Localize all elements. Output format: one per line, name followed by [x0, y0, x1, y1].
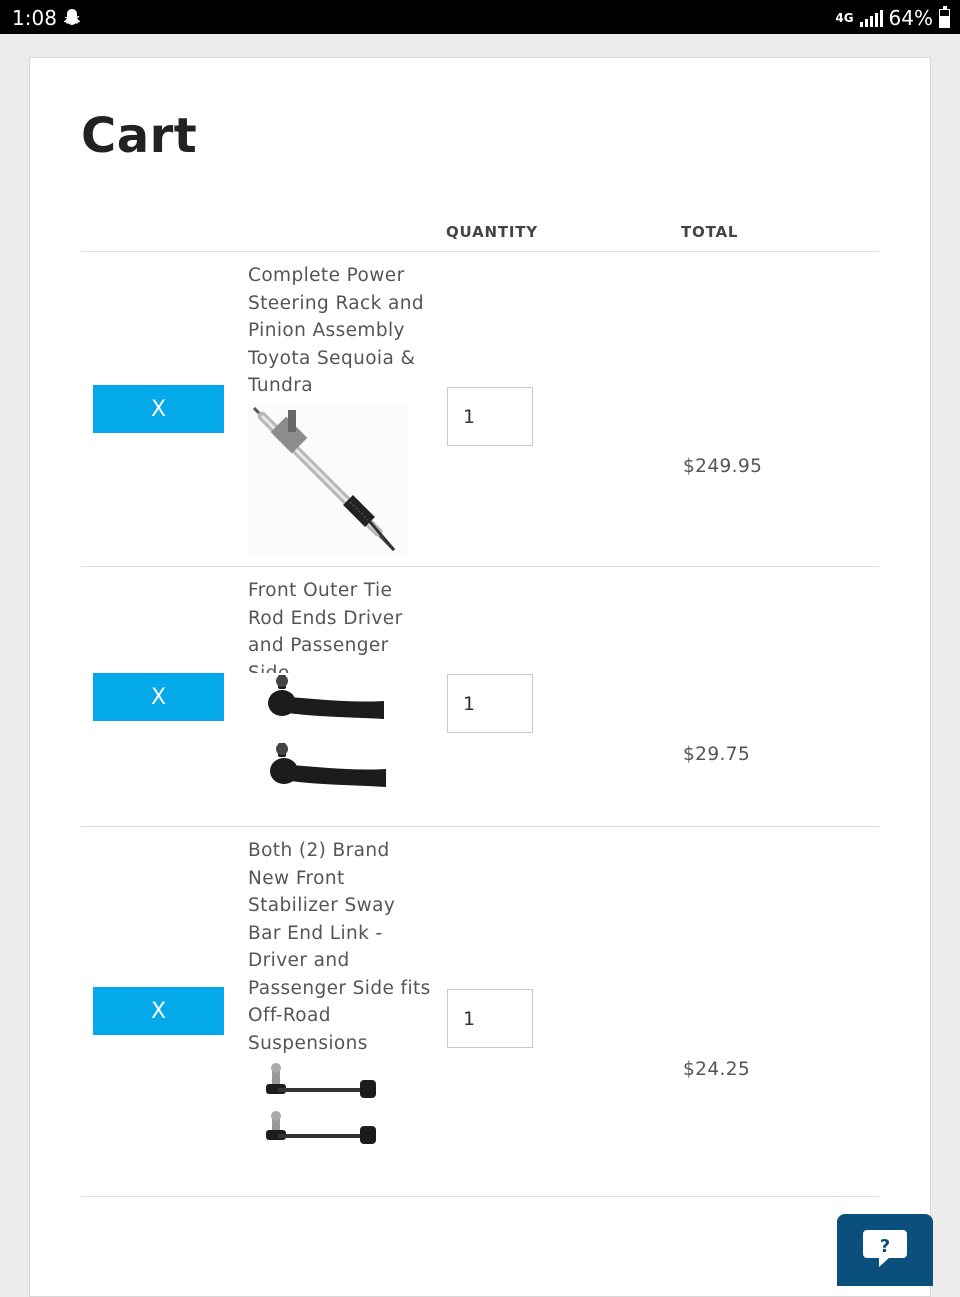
remove-item-button[interactable]: X: [93, 385, 224, 433]
status-time: 1:08: [12, 6, 57, 30]
quantity-column-header: QUANTITY: [446, 223, 538, 241]
product-name: Both (2) Brand New Front Stabilizer Sway Bar End Link - Driver and Passenger Side fits Off-Road Suspensions: [248, 840, 431, 1054]
total-column-header: TOTAL: [681, 223, 739, 241]
signal-icon: [860, 9, 883, 27]
status-bar: [0, 0, 960, 34]
sway-bar-links-image[interactable]: [248, 1054, 398, 1154]
network-type: 4G: [835, 11, 854, 25]
cart-item-row: [81, 252, 879, 566]
product-name: Front Outer Tie Rod Ends Driver and Passenger: [248, 580, 403, 656]
steering-rack-image[interactable]: [248, 404, 408, 556]
svg-text:?: ?: [879, 1236, 891, 1257]
chat-question-icon: [837, 1214, 933, 1286]
item-total: $29.75: [683, 744, 751, 765]
item-total: $24.25: [683, 1059, 751, 1080]
cart-item-row: [81, 827, 879, 1196]
quantity-input[interactable]: [447, 674, 533, 733]
remove-item-button[interactable]: X: [93, 673, 224, 721]
quantity-input[interactable]: [447, 387, 533, 446]
tie-rod-ends-image[interactable]: [248, 673, 398, 798]
quantity-input[interactable]: [447, 989, 533, 1048]
product-name: Complete Power Steering Rack and Pinion Assembly Toyota Sequoia & Tundra: [248, 265, 425, 396]
battery-percent: 64%: [888, 6, 933, 30]
cart-item-row: [81, 567, 879, 826]
battery-icon: [939, 9, 950, 28]
page-title: Cart: [81, 108, 198, 164]
item-total: $249.95: [683, 456, 763, 477]
chat-help-button[interactable]: [837, 1214, 933, 1286]
snapchat-icon: [62, 7, 82, 27]
remove-item-button[interactable]: X: [93, 987, 224, 1035]
divider: [81, 1196, 879, 1197]
cart-card: [29, 57, 931, 1297]
